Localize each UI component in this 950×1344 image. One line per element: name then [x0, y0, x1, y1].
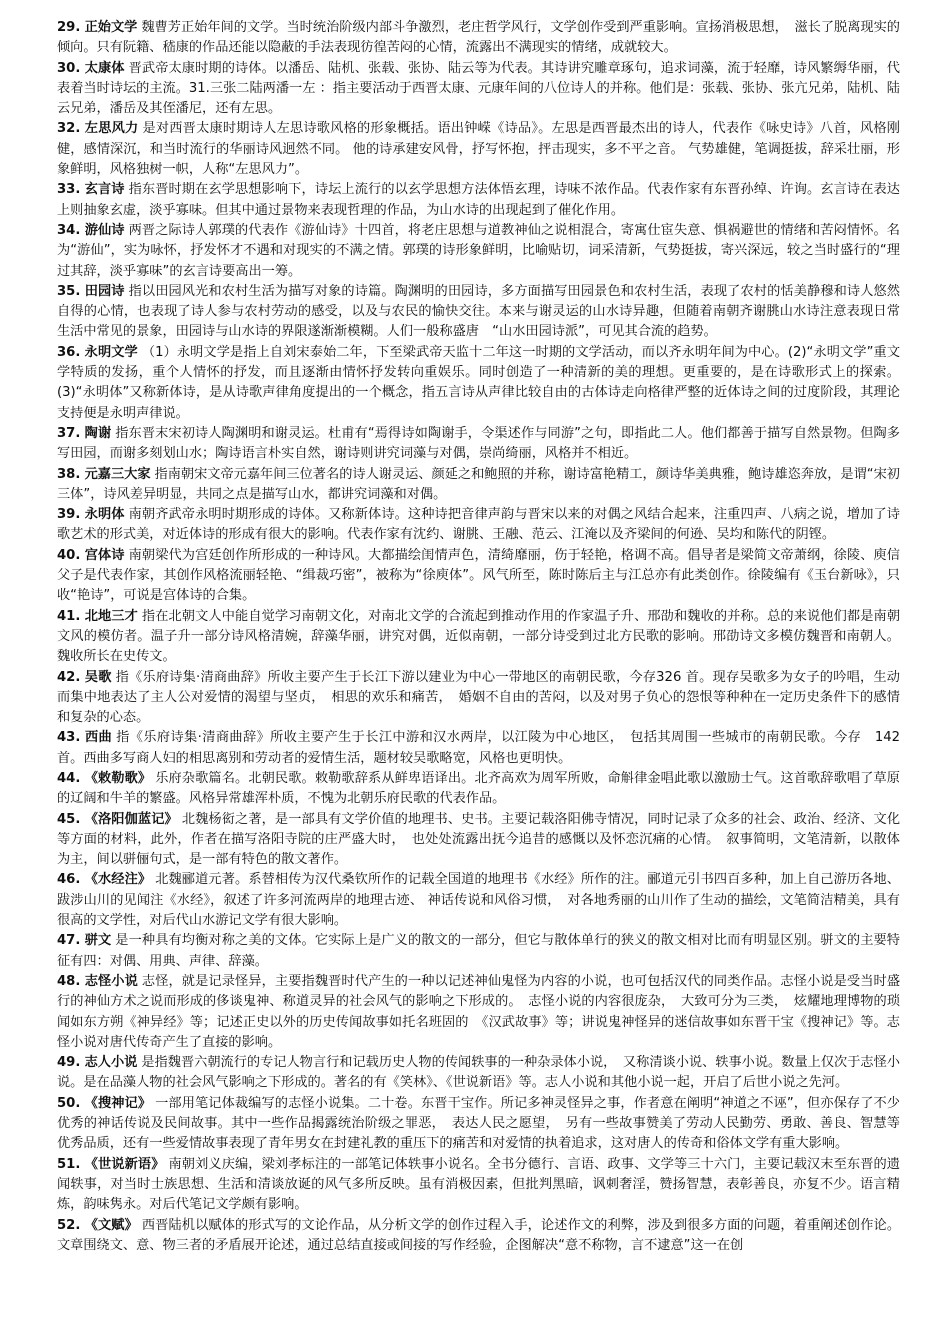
entry-definition: 指在北朝文人中能自觉学习南朝文化，对南北文学的合流起到推动作用的作家温子升、邢劭和魏收的并称。总的来说他们都是南朝文风的模仿者。温子升一部分诗风格清婉，辞藻华丽，讲究对偶，近似南朝，一部分诗受到过北方民歌的影响。邢劭诗文多模仿魏晋和南朝人。魏收所长在史传文。: [57, 608, 901, 665]
glossary-entry: [57, 505, 900, 546]
glossary-entry: [57, 59, 900, 120]
entry-term: 北地三才: [84, 608, 138, 624]
entry-number: 41.: [57, 608, 81, 624]
entry-term: 志怪小说: [84, 973, 138, 989]
entry-definition: 南朝刘义庆编，梁刘孝标注的一部笔记体轶事小说名。全书分德行、言语、政事、文学等三十六门，主要记载汉末至东晋的遗闻轶事，对当时士族思想、生活和清谈放诞的风气多所反映。虽有消极因素，但批判黑暗，讽刺奢淫，赞扬智慧，表彰善良，亦复不少。语言精炼，韵味隽永。对后代笔记文学颇有影响。: [57, 1156, 900, 1213]
entry-definition: 一部用笔记体裁编写的志怪小说集。二十卷。东晋干宝作。所记多神灵怪异之事，作者意在阐明“神道之不诬”，但亦保存了不少优秀的神话传说及民间故事。其中一些作品揭露统治阶级之罪恶， 表达人民之愿望， 另有一些故事赞美了劳动人民勤劳、勇敢、善良、智慧等优秀品质，还有一些爱情故事表现了青年男女在封建礼教的重压下的痛苦和对爱情的执着追求，这对唐人的传奇和俗体文学有重大影响。: [57, 1095, 900, 1152]
entry-definition: 指东晋时期在玄学思想影响下，诗坛上流行的以玄学思想方法体悟玄理，诗味不浓作品。代表作家有东晋孙绰、许询。玄言诗在表达上则抽象玄虚，淡乎寡味。但其中通过景物来表现哲理的作品，为山水诗的出现起到了催化作用。: [57, 182, 900, 218]
glossary-entry: [57, 546, 900, 607]
entry-number: 35.: [57, 283, 81, 299]
entry-number: 52.: [57, 1217, 81, 1233]
glossary-entry: [57, 18, 900, 59]
entry-number: 37.: [57, 425, 81, 441]
entry-term: 《水经注》: [84, 872, 152, 888]
entry-term: 太康体: [84, 60, 125, 76]
entry-term: 志人小说: [84, 1055, 138, 1071]
entry-definition: 指《乐府诗集·清商曲辞》所收主要产生于长江中游和汉水两岸，以江陵为中心地区， 包括其周围一些城市的南朝民歌。今存 142 首。西曲多写商人妇的相思离别和劳动者的爱情生活，题材较吴歌略宽，风格也更明快。: [57, 730, 914, 766]
glossary-entry: [57, 1053, 900, 1094]
entry-definition: 指以田园风光和农村生活为描写对象的诗篇。陶渊明的田园诗，多方面描写田园景色和农村生活，表现了农村的恬美静穆和诗人悠然自得的心情，也表现了诗人参与农村劳动的感受，以及与农民的愉快交往。本来与谢灵运的山水诗异趣，但随着南朝齐谢朓山水诗注意表现日常生活中常见的景象，田园诗与山水诗的界限遂渐渐模糊。人们一般称盛唐 “山水田园诗派”，可见其合流的趋势。: [57, 283, 900, 340]
entry-number: 46.: [57, 872, 81, 888]
entry-number: 39.: [57, 507, 81, 523]
glossary-entry: [57, 424, 900, 465]
entry-term: 《世说新语》: [84, 1156, 165, 1172]
entry-definition: 北魏郦道元著。系替相传为汉代桑钦所作的记载全国道的地理书《水经》所作的注。郦道元引书四百多种，加上自己游历各地、跋涉山川的见闻注《水经》，叙述了许多河流两岸的地理古迹、 神话传说和风俗习惯， 对各地秀丽的山川作了生动的描绘，文笔简洁精美，具有很高的文学性，对后代山水游记文学有很大影响。: [57, 872, 900, 929]
glossary-entry: [57, 1216, 900, 1257]
glossary-entry: [57, 1155, 900, 1216]
entry-term: 陶谢: [84, 425, 112, 441]
glossary-entry: [57, 668, 900, 729]
entry-term: 田园诗: [84, 283, 125, 299]
entry-number: 51.: [57, 1156, 81, 1172]
entry-definition: 魏曹芳正始年间的文学。当时统治阶级内部斗争激烈，老庄哲学风行，文学创作受到严重影响。宣扬消极思想， 滋长了脱离现实的倾向。只有阮籍、嵇康的作品还能以隐蔽的手法表现彷徨苦闷的心情，流露出不满现实的情绪，成就较大。: [57, 20, 900, 56]
entry-number: 45.: [57, 811, 81, 827]
entry-number: 42.: [57, 669, 81, 685]
entry-term: 骈文: [84, 933, 112, 949]
entry-definition: 指南朝宋文帝元嘉年间三位著名的诗人谢灵运、颜延之和鲍照的并称，谢诗富艳精工，颜诗华美典雅，鲍诗雄恣奔放，是谓“宋初三体”，诗风差异明显，共同之点是描写山水，都讲究词藻和对偶。: [57, 466, 900, 502]
glossary-entry: [57, 282, 900, 343]
entry-number: 40.: [57, 547, 81, 563]
entry-number: 50.: [57, 1095, 81, 1111]
entry-definition: 指东晋末宋初诗人陶渊明和谢灵运。杜甫有“焉得诗如陶谢手，令渠述作与同游”之句，即指此二人。他们都善于描写自然景物。但陶多写田园，而谢多刻划山水；陶诗语言朴实自然，谢诗则讲究词藻与对偶，崇尚绮丽，风格并不相近。: [57, 425, 900, 462]
entry-term: 《敕勒歌》: [84, 770, 152, 786]
entry-definition: 乐府杂歌篇名。北朝民歌。敕勒歌辞系从鲜卑语译出。北齐高欢为周军所败，命斛律金唱此歌以激励士气。这首歌辞歌唱了草原的辽阔和牛羊的繁盛。风格异常雄浑朴质，不愧为北朝乐府民歌的代表作品。: [57, 770, 900, 807]
entry-definition: （1）永明文学是指上自刘宋泰始二年，下至梁武帝天监十二年这一时期的文学活动，而以齐永明年间为中心。(2)“永明文学”重文学特质的发扬，重个人情怀的抒发，而且逐渐由情怀抒发转向重娱乐。同时创造了一种清新的美的理想。更重要的，是在诗歌形式上的探索。(3)“永明体”又称新体诗，是从诗歌声律角度提出的一个概念，指五言诗从声律比较自由的古体诗走向格律严整的近体诗之间的过度阶段，其理论支持便是永明声律说。: [57, 344, 901, 421]
glossary-entry: [57, 972, 900, 1053]
glossary-entry: [57, 119, 900, 180]
entry-definition: 北魏杨衒之著，是一部具有文学价值的地理书、史书。主要记载洛阳佛寺情况，同时记录了众多的社会、政治、经济、文化等方面的材料，此外，作者在描写洛阳寺院的庄严盛大时， 也处处流露出抚今追昔的感慨以及怀恋沉痛的心情。 叙事简明，文笔清新，以散体为主，间以骈俪句式，是一部有特色的散文著作。: [57, 811, 901, 868]
entry-number: 32.: [57, 121, 81, 137]
entry-term: 《搜神记》: [84, 1095, 152, 1111]
entry-term: 元嘉三大家: [84, 466, 151, 482]
entry-definition: 志怪，就是记录怪异，主要指魏晋时代产生的一种以记述神仙鬼怪为内容的小说，也可包括汉代的同类作品。志怪小说是受当时盛行的神仙方术之说而形成的侈谈鬼神、称道灵异的社会风气的影响之下形成的。 志怪小说的内容很庞杂， 大致可分为三类， 炫耀地理博物的琐闻如东方朔《神异经》等；记述正史以外的历史传闻故事如托名班固的 《汉武故事》等；讲说鬼神怪异的迷信故事如东晋干宝《搜神记》等。志怪小说对唐代传奇产生了直接的影响。: [57, 973, 901, 1050]
entry-term: 宫体诗: [84, 547, 125, 563]
entry-number: 38.: [57, 466, 81, 482]
entry-definition: 西晋陆机以赋体的形式写的文论作品，从分析文学的创作过程入手，论述作文的利弊，涉及到很多方面的问题，着重阐述创作论。文章围绕文、意、物三者的矛盾展开论述，通过总结直接或间接的写作经验，企图解决“意不称物，言不逮意”这一在创: [57, 1217, 901, 1253]
entry-term: 左思风力: [84, 121, 139, 137]
entry-number: 43.: [57, 730, 81, 746]
glossary-entry: [57, 931, 900, 972]
glossary-entry: [57, 343, 900, 424]
entry-definition: 是对西晋太康时期诗人左思诗歌风格的形象概括。语出钟嵘《诗品》。左思是西晋最杰出的诗人，代表作《咏史诗》八首，风格刚健，感情深沉，和当时流行的华丽诗风迥然不同。 他的诗承建安风骨，抒写怀抱，抨击现实，多不平之音。 气势雄健，笔调挺拔，辞采壮丽，形象鲜明，风格独树一帜，人称“左思风力”。: [57, 121, 900, 178]
entry-definition: 是一种具有均衡对称之美的文体。它实际上是广义的散文的一部分，但它与散体单行的狭义的散文相对比而有明显区别。骈文的主要特征有四：对偶、用典、声律、辞藻。: [57, 933, 900, 969]
entry-term: 游仙诗: [84, 222, 125, 238]
entry-term: 吴歌: [84, 669, 112, 685]
entry-number: 47.: [57, 933, 81, 949]
entry-definition: 晋武帝太康时期的诗体。以潘岳、陆机、张载、张协、陆云等为代表。其诗讲究雕章琢句，追求词藻，流于轻靡，诗风繁缛华丽，代表着当时诗坛的主流。31.三张二陆两潘一左 ：指主要活动于西晋太康、元康年间的八位诗人的并称。他们是：张载、张协、张亢兄弟，陆机、陆云兄弟，潘岳及其侄潘尼，还有左思。: [57, 60, 900, 117]
entry-term: 永明文学: [84, 344, 138, 360]
glossary-entry: [57, 810, 900, 871]
entry-number: 34.: [57, 222, 81, 238]
glossary-entry: [57, 180, 900, 221]
glossary-entry: [57, 728, 914, 769]
entry-term: 西曲: [84, 730, 113, 746]
entry-number: 29.: [57, 20, 81, 35]
glossary-entry: [57, 465, 900, 506]
glossary-entry: [57, 607, 900, 668]
entry-term: 《洛阳伽蓝记》: [84, 811, 178, 827]
glossary-entry: [57, 870, 900, 931]
entry-number: 49.: [57, 1055, 81, 1071]
glossary-entry: [57, 769, 900, 810]
glossary-entry: [57, 1094, 900, 1155]
entry-definition: 是指魏晋六朝流行的专记人物言行和记载历史人物的传闻轶事的一种杂录体小说， 又称清谈小说、轶事小说。数量上仅次于志怪小说。是在品藻人物的社会风气影响之下形成的。著名的有《笑林》、《世说新语》等。志人小说和其他小说一起，开启了后世小说之先河。: [57, 1055, 900, 1091]
entry-term: 永明体: [84, 507, 125, 523]
entry-definition: 南朝梁代为宫廷创作所形成的一种诗风。大都描绘闺情声色，清绮靡丽，伤于轻艳，格调不高。倡导者是梁简文帝萧纲，徐陵、庾信父子是代表作家，其创作风格流丽轻艳、“缉裁巧密”，被称为“徐庾体”。风气所至，陈时陈后主与江总亦有此类创作。徐陵编有《玉台新咏》，只收“艳诗”，可说是宫体诗的合集。: [57, 547, 900, 604]
glossary-entry: [57, 221, 900, 282]
entry-number: 36.: [57, 344, 81, 360]
entry-definition: 指《乐府诗集·清商曲辞》所收主要产生于长江下游以建业为中心一带地区的南朝民歌，今存326 首。现存吴歌多为女子的吟唱，生动而集中地表达了主人公对爱情的渴望与坚贞， 相思的欢乐和痛苦， 婚姻不自由的苦闷，以及对男子负心的怨恨等种种在一定历史条件下的感情和复杂的心态。: [57, 669, 900, 726]
entry-number: 30.: [57, 60, 81, 76]
entry-definition: 两晋之际诗人郭璞的代表作《游仙诗》十四首，将老庄思想与道教神仙之说相混合，寄寓仕宦失意、惧祸避世的情绪和苦闷情怀。名为“游仙”，实为咏怀，抒发怀才不遇和对现实的不满之情。郭璞的诗形象鲜明，比喻贴切，词采清新，气势挺拔，寄兴深远，较之当时盛行的“理过其辞，淡乎寡味”的玄言诗要高出一筹。: [57, 222, 900, 279]
glossary-list: [57, 18, 914, 1256]
entry-term: 《文赋》: [84, 1217, 138, 1233]
entry-number: 33.: [57, 182, 81, 198]
entry-term: 正始文学: [84, 20, 138, 35]
entry-term: 玄言诗: [84, 182, 125, 198]
entry-number: 44.: [57, 770, 81, 786]
entry-definition: 南朝齐武帝永明时期形成的诗体。又称新体诗。这种诗把音律声韵与晋宋以来的对偶之风结合起来，注重四声、八病之说，增加了诗歌艺术的形式美，对近体诗的形成有很大的影响。代表作家有沈约、谢朓、王融、范云、江淹以及齐梁间的何逊、吴均和陈代的阴铿。: [57, 507, 900, 543]
entry-number: 48.: [57, 973, 81, 989]
